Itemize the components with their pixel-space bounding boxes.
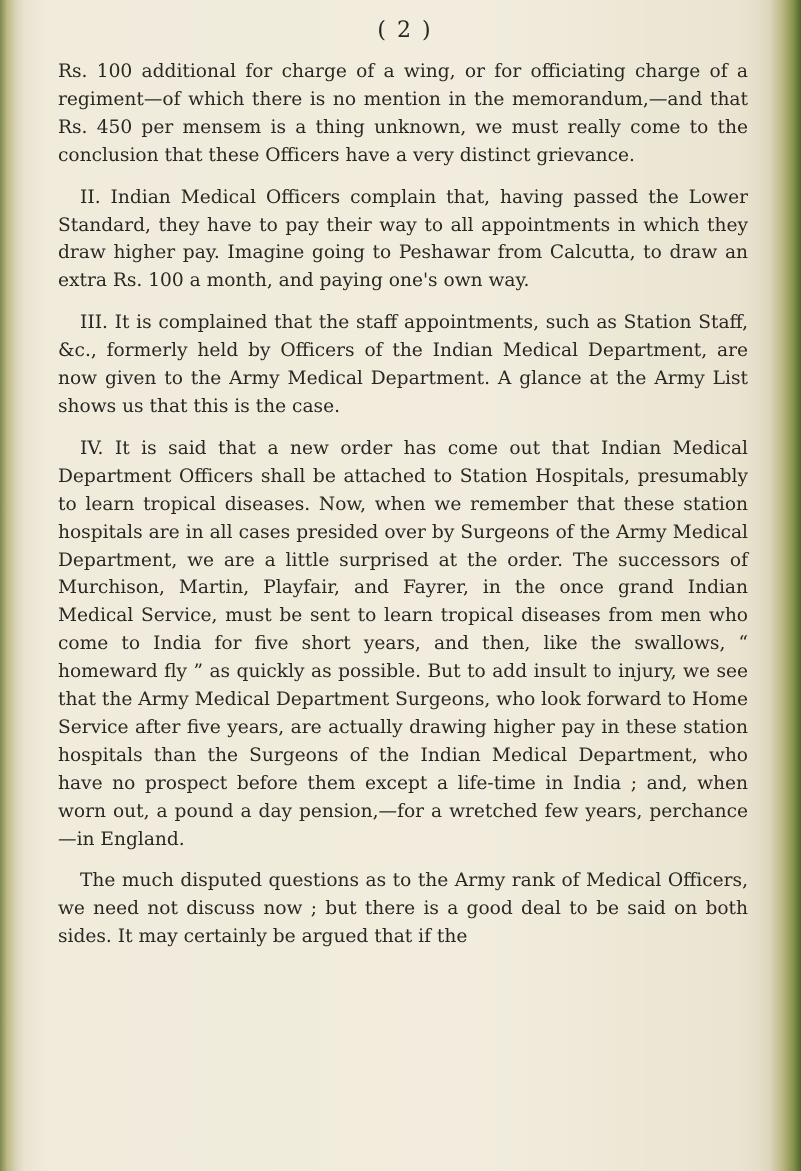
paragraph-continuation: Rs. 100 additional for charge of a wing, or for officiating charge of a regiment—of which there is no mention in the memorandum,—and that Rs. 450 per mensem is a thing unknown, we must really come to the conclusion that these Officers have a very distinct grievance. xyxy=(58,61,748,166)
paragraph-army-rank: The much disputed questions as to the Army rank of Medical Officers, we need not discuss now ; but there is a good deal to be said on both sides. It may certainly be argued that if the xyxy=(58,870,748,948)
paragraph-ii-travel-costs: II. Indian Medical Officers complain that, having passed the Lower Standard, they have to pay their way to all appointments in which they draw higher pay. Imagine going to Peshawar from Calcutta, to draw an extra Rs. 100 a month, and paying one's own way. xyxy=(58,186,748,292)
page-left-edge-discoloration xyxy=(0,0,24,1171)
paragraph-iii-staff-appointments: III. It is complained that the staff appointments, such as Station Staff, &c., formerly held by Officers of the Indian Medical Department, are now given to the Army Medical Department. A glance at the Army List shows us that this is the case. xyxy=(58,312,748,417)
page-number: ( 2 ) xyxy=(377,18,433,43)
paragraph-iv-station-hospitals: IV. It is said that a new order has come out that Indian Medical Department Officers shall be attached to Station Hospitals, presumably to learn tropical diseases. Now, when we remember that these station hospitals are in all cases presided over by Surgeons of the Army Medical Department, we are a little surprised at the order. The successors of Murchison, Martin, Playfair, and Fayrer, in the once grand Indian Medical Service, must be sent to learn tropical diseases from men who come to India for five short years, and then, like the swallows, “ homeward fly ” as quickly as possible. But to add insult to injury, we see that the Army Medical Department Surgeons, who look forward to Home Service after five years, are actually drawing higher pay in these station hospitals than the Surgeons of the Indian Medical Department, who have no prospect before them except a life-time in India ; and, when worn out, a pound a day pension,—for a wretched few years, perchance—in England. xyxy=(58,437,748,850)
page-right-edge-discoloration xyxy=(759,0,801,1171)
body-text xyxy=(58,58,748,965)
